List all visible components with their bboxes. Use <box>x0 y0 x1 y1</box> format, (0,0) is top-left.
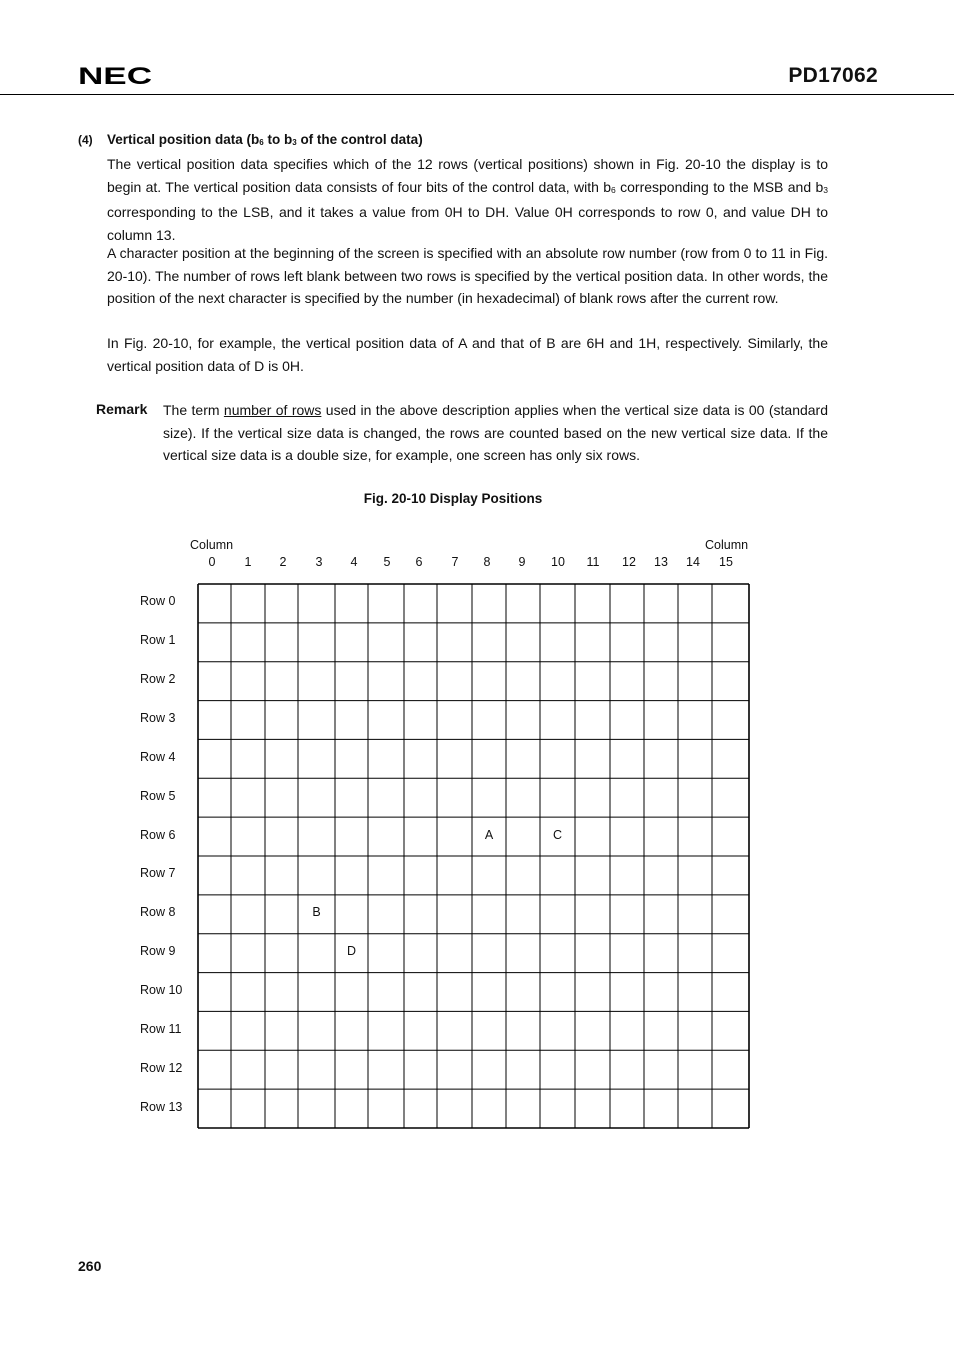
row-label: Row 6 <box>140 827 176 842</box>
column-number: 5 <box>383 555 391 569</box>
cell-marker-c: C <box>552 827 563 842</box>
row-label: Row 12 <box>140 1060 183 1075</box>
section-number: (4) <box>78 133 93 147</box>
remark-text: The term number of rows used in the above description applies when the vertical size data is 00 (standard size). If the vertical size data is changed, the rows are counted based on the new vertical size data. If the vertical size data is a double size, for example, one screen has only six rows. <box>163 402 828 463</box>
row-label: Row 11 <box>140 1021 182 1036</box>
column-number: 14 <box>686 555 700 569</box>
column-number: 7 <box>451 555 459 569</box>
remark-label: Remark <box>96 401 148 417</box>
row-label: Row 9 <box>140 944 176 959</box>
column-number: 4 <box>350 555 358 569</box>
part-number: PD17062 <box>788 64 878 87</box>
row-label: Row 13 <box>140 1099 183 1114</box>
cell-marker-b: B <box>312 905 321 920</box>
column-number: 1 <box>244 555 252 569</box>
row-label: Row 0 <box>140 594 176 609</box>
cell-marker-a: A <box>484 827 494 842</box>
column-number: 3 <box>315 555 323 569</box>
row-label: Row 7 <box>140 866 176 881</box>
column-number: 12 <box>622 555 636 569</box>
page-number: 260 <box>78 1258 102 1274</box>
row-label: Row 10 <box>140 983 183 997</box>
paragraph-2: A character position at the beginning of the screen is specified with an absolute row number (row from 0 to 11 in Fig. 20-10). The number of rows left blank between two rows is specified by the vertical position data. In other words, the position of the next character is specified by the number (in hexadecimal) of blank rows after the current row. <box>107 245 828 306</box>
cell-marker-d: D <box>346 944 357 959</box>
section-title: Vertical position data ($b_6$ to $b_3$ of the control data) <box>107 132 423 147</box>
column-word-right: Column <box>705 538 749 552</box>
paragraph-3: In Fig. 20-10, for example, the vertical position data of A and that of B are 6H and 1H, respectively. Similarly, the vertical position data of D is 0H. <box>107 335 828 374</box>
row-label: Row 1 <box>140 633 176 648</box>
column-number: 11 <box>586 555 600 569</box>
paragraph-1: The vertical position data specifies which of the 12 rows (vertical positions) shown in Fig. 20-10 the display is to begin at. The vertical position data consists of four bits of the control data, with $b_6$ corresponding to the MSB and $b_3$ corresponding to the LSB, and it takes a value from 0H to DH. Value 0H corresponds to row 0, and value DH to column 13. <box>107 156 828 243</box>
column-word-left: Column <box>190 538 234 552</box>
column-number: 0 <box>208 555 216 569</box>
logo-text: NEC <box>78 64 152 86</box>
column-number: 9 <box>518 555 526 569</box>
figure-title: Fig. 20-10 Display Positions <box>363 491 543 506</box>
column-number: 10 <box>551 555 565 569</box>
column-number: 8 <box>483 555 491 569</box>
row-label: Row 2 <box>140 672 176 687</box>
column-number: 13 <box>654 555 668 569</box>
column-number: 2 <box>279 555 287 569</box>
underlined-term: number of rows <box>223 402 322 418</box>
row-label: Row 8 <box>140 905 176 920</box>
row-label: Row 3 <box>140 711 176 725</box>
row-label: Row 4 <box>140 749 176 764</box>
column-number: 15 <box>719 555 733 569</box>
row-label: Row 5 <box>140 788 176 803</box>
column-number: 6 <box>415 555 423 569</box>
